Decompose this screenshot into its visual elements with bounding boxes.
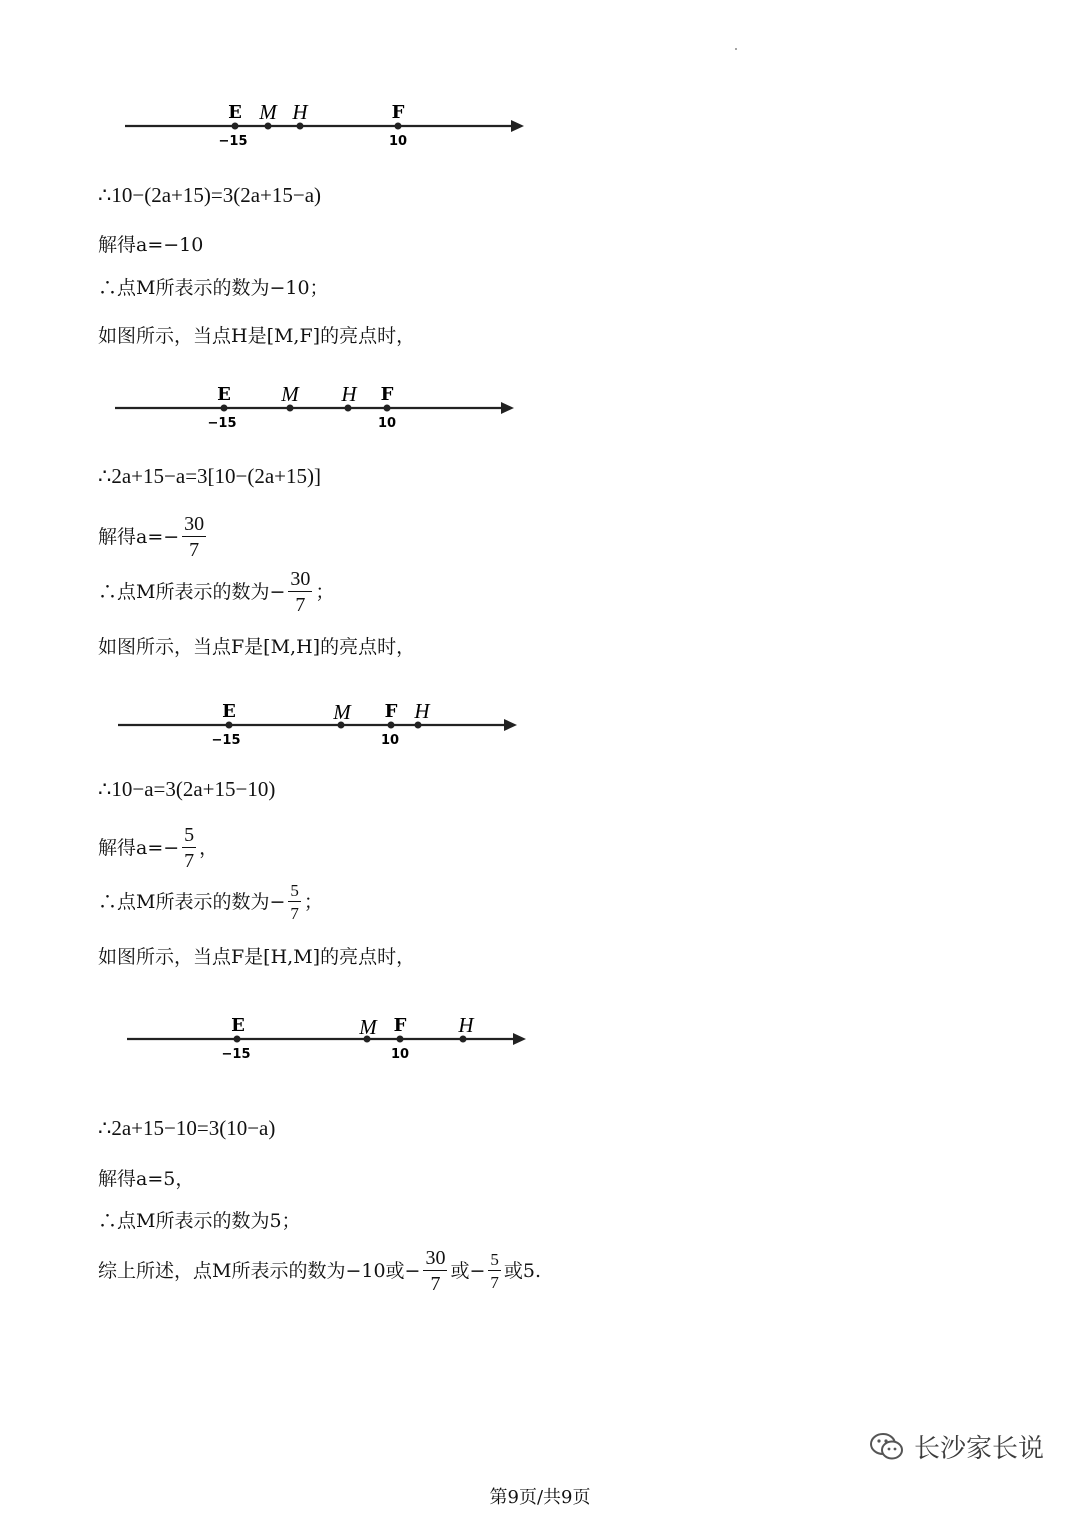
numerator: 30 <box>290 568 311 590</box>
tick-f-value: 10 <box>380 733 400 748</box>
point-f-label: F <box>380 384 394 405</box>
case-2-intro: 如图所示，当点H是[M,F]的亮点时， <box>98 325 416 347</box>
point-h-label: H <box>458 1013 474 1037</box>
summary <box>98 1248 541 1294</box>
conclusion-3-prefix: ∴点M所表示的数为− <box>98 890 286 913</box>
denominator: 7 <box>430 1273 441 1295</box>
point-h-label: H <box>414 699 430 723</box>
number-line-1 <box>100 95 540 165</box>
page-footer: 第9页/共9页 <box>489 1487 591 1508</box>
conclusion-2 <box>98 569 334 615</box>
number-line-3 <box>100 694 540 764</box>
tick-f-value: 10 <box>388 134 408 149</box>
case-4-intro: 如图所示，当点F是[H,M]的亮点时， <box>98 946 416 968</box>
point-e-label: E <box>222 701 236 722</box>
solution-3-suffix: ， <box>199 836 219 859</box>
fraction-30-7 <box>182 514 206 560</box>
denominator: 7 <box>295 594 306 616</box>
tick-f-value: 10 <box>377 416 397 431</box>
point-f-label: F <box>384 701 398 722</box>
speck <box>735 48 737 50</box>
tick-e-value: −15 <box>221 1047 251 1062</box>
point-m-label: M <box>333 700 351 724</box>
solution-3 <box>98 825 218 871</box>
equation-1: ∴10−(2a+15)=3(2a+15−a) <box>98 183 322 207</box>
tick-e-value: −15 <box>218 134 248 149</box>
wechat-icon <box>868 1430 906 1464</box>
fraction-5-7 <box>488 1251 501 1291</box>
conclusion-1: ∴点M所表示的数为−10； <box>98 277 329 299</box>
point-e-label: E <box>228 102 242 123</box>
conclusion-3-suffix: ； <box>303 890 323 913</box>
point-m-label: M <box>281 382 299 406</box>
conclusion-2-suffix: ； <box>315 580 335 603</box>
equation-4: ∴2a+15−10=3(10−a) <box>98 1116 276 1140</box>
conclusion-4: ∴点M所表示的数为5； <box>98 1210 301 1232</box>
point-f-label: F <box>391 102 405 123</box>
fraction-30-7 <box>423 1248 447 1294</box>
numerator: 5 <box>290 881 299 900</box>
point-h-label: H <box>292 100 308 124</box>
number-line-4 <box>100 1008 540 1078</box>
solution-2 <box>98 514 209 560</box>
number-line-2 <box>100 377 540 447</box>
watermark <box>868 1428 1044 1465</box>
point-h-label: H <box>341 382 357 406</box>
fraction-30-7 <box>288 569 312 615</box>
point-m-label: M <box>359 1015 377 1039</box>
conclusion-3 <box>98 882 323 922</box>
summary-mid: 或− <box>450 1259 486 1282</box>
watermark-text: 长沙家长说 <box>914 1434 1045 1464</box>
equation-3: ∴10−a=3(2a+15−10) <box>98 777 276 801</box>
point-e-label: E <box>231 1015 245 1036</box>
denominator: 7 <box>490 1273 499 1292</box>
numerator: 30 <box>184 513 205 535</box>
fraction-5-7 <box>288 882 301 922</box>
numerator: 5 <box>490 1250 499 1269</box>
denominator: 7 <box>189 539 200 561</box>
numerator: 5 <box>184 824 195 846</box>
tick-e-value: −15 <box>207 416 237 431</box>
tick-f-value: 10 <box>390 1047 410 1062</box>
summary-prefix: 综上所述，点M所表示的数为−10或− <box>98 1259 421 1282</box>
point-e-label: E <box>217 384 231 405</box>
equation-2: ∴2a+15−a=3[10−(2a+15)] <box>98 464 322 488</box>
solution-2-prefix: 解得a=− <box>98 525 180 548</box>
numerator: 30 <box>425 1247 446 1269</box>
solution-1: 解得a=−10 <box>98 234 204 256</box>
conclusion-2-prefix: ∴点M所表示的数为− <box>98 580 286 603</box>
solution-3-prefix: 解得a=− <box>98 836 180 859</box>
denominator: 7 <box>290 904 299 923</box>
denominator: 7 <box>184 850 195 872</box>
case-3-intro: 如图所示，当点F是[M,H]的亮点时， <box>98 636 416 658</box>
point-m-label: M <box>259 100 277 124</box>
summary-suffix: 或5. <box>503 1259 542 1282</box>
fraction-5-7 <box>182 825 196 871</box>
tick-e-value: −15 <box>211 733 241 748</box>
point-f-label: F <box>393 1015 407 1036</box>
solution-4: 解得a=5， <box>98 1168 195 1190</box>
